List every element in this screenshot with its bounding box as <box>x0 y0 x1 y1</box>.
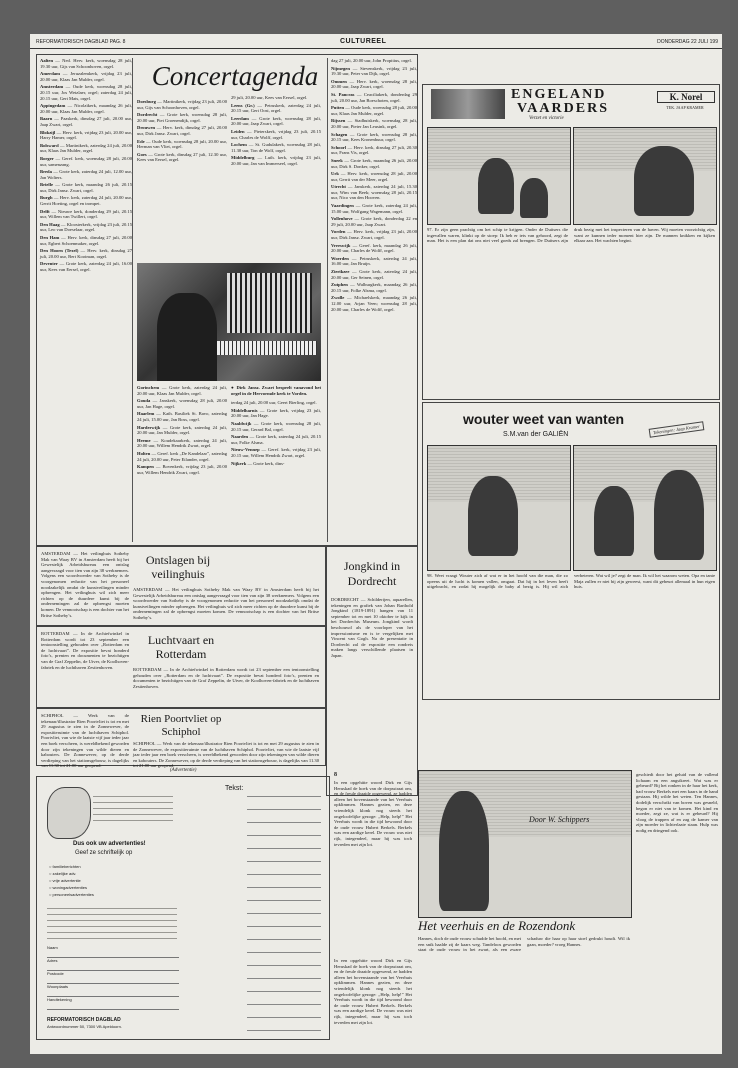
poortvliet-body: SCHIPHOL — Werk van de tekenaar/illustrator Rien Poortvliet is tot en met 29 augustus te zien in de Zonnewever, de expositieruimte van de luchthaven Schiphol. Poortvliet, van wie de laatste vijf jaar ieder jaar een boek verscheen, is wereldbekend geworden door zijn tekeningen van wilde dieren en kabouters. De Zonnewever, op de derde verdieping van het stationsgebouw, is dagelijks van 11.30 tot 21.00 uur geopend. <box>41 713 129 769</box>
concert-entry: Kampen — Bovenkerk, vrijdag 23 juli, 20.00 uur, Willem Hendrik Zwart, orgel. <box>137 464 227 475</box>
comic-panel-97a <box>427 127 571 225</box>
advertentie-option[interactable]: ○ vrije advertentie <box>49 878 81 883</box>
concert-entry: Vollenhove — Grote kerk, donderdag 22 en 29 juli, 20.00 uur, Jaap Zwart. <box>331 216 417 227</box>
concert-entry: Putten — Oude kerk, woensdag 28 juli, 20.00 uur, Klaas Jan Mulder, orgel. <box>331 105 417 116</box>
concert-entry: Schagen — Grote kerk, woensdag 28 juli, 20.15 uur, Kees Kronenbuur, orgel. <box>331 131 417 143</box>
advertentie-footer-1: REFORMATORISCH DAGBLAD <box>47 1017 121 1023</box>
concert-entry: Leens (Gr.) — Petruskerk, zaterdag 24 juli, 20.15 uur, Gert Oost, orgel. <box>231 102 322 114</box>
concert-entry: Goes — Grote kerk, dinsdag 27 juli, 12.30 uur, Kees van Eersel, orgel. <box>137 151 227 163</box>
advertentie-option[interactable]: ○ zakelijke adv. <box>49 871 77 876</box>
concert-entry: Blokzijl — Herv. kerk, vrijdag 23 juli, 20.00 uur, Harry Hamer, orgel. <box>40 129 132 141</box>
concertagenda-col-1 <box>40 58 133 542</box>
luchtvaart-body-echo: ROTTERDAM — In de Archiefwinkel in Rotterdam wordt tot 23 september een tentoonstelling gehouden over „Rotterdam en de luchtvaart”. De expositie bevat honderd foto’s, prenten en documenten te bezichtigen van de Graf Zeppelin, de Uiver, de Koolhoven-fabriek en de luchthaven Zestienhoven. <box>133 667 319 689</box>
concertagenda-col-4 <box>327 58 417 542</box>
concert-entry: Rijssen — Stadhuiskerk, woensdag 28 juli, 20.00 uur, Pieter Jan Leusink, orgel. <box>331 118 417 129</box>
netherlands-map-icon <box>47 787 91 839</box>
concert-entry: Baarn — Paaskerk, dinsdag 27 juli, 20.00 uur, Jaap Zwart, orgel. <box>40 116 132 127</box>
ontslagen-body-cont <box>133 587 319 621</box>
concert-entry: Amerdam — Jeruzalemkerk, vrijdag 23 juli, 20.00 uur, Klaas Jan Mulder, orgel. <box>40 71 132 82</box>
page-header-section: CULTUREEL <box>340 38 387 45</box>
advertentie-fineprint <box>47 905 177 939</box>
jongkind-body: DORDRECHT — Schilderijen, aquarellen, tekeningen en grafiek van Johan Barthold Jongkind (1819-1891) hangen van 11 september tot en met 10 oktober te kijk in het Dordrechts Museum. Jongkind wordt beschouwd als de voorloper van het impressionisme en is te vergelijken met Vincent van Gogh. Na de presentatie in Dordrecht zal de expositie een rondreis maken langs verschillende plaatsen in Japan. <box>331 597 413 658</box>
concert-entry: Brielle — Grote kerk, maandag 26 juli, 20.15 uur, Dirk Jansz. Zwart, orgel. <box>40 182 132 193</box>
concertagenda-col-3 <box>231 95 321 259</box>
veerhuis-col-3: geschiedt door het geluid van de vallend lichaam en een angstkreet. Wat was er gebeurd? Bij het ronken in de haar het kerk, had vrouw Berkels met een kaars in de hand gestaan. Hij wilde het weten. Ten Hannes, dodelijk verschrikt van boven was gesneld, begon er niet van te komen. Het kind en moeder, zegt ze, wat is er gebeurd? Hij vloog de trappen af en zag de kamer van zijn moeder in lichterlaaie staan. Hulp was nodig en dringend ook. <box>636 772 718 833</box>
concert-entry: Zutphen — Walburgkerk, maandag 26 juli, 20.15 uur, Folke Alsma, orgel. <box>331 282 417 293</box>
article-ontslagen <box>36 546 326 626</box>
wouter-author: S.M.van der GALIËN <box>503 431 569 438</box>
page-header <box>30 34 722 49</box>
engeland-banner-art <box>431 89 505 119</box>
engeland-subtitle: Verzet en victorie <box>529 116 564 121</box>
engeland-caption: 97. Er zijn geen prachtig om het schip te krijgen. Onder de Duitsers die ingevallen waren, klinkt op de stoep: Ik heb er iets van gehoord, zegt de man. Het is een plan dat ons niet veel goeds zal brengen. De Duitsers zijn druk bezig met het inspecteren van de haven. Wij moeten voorzichtig zijn, want ze kunnen ieder moment hier zijn. De mannen knikken en kijken elkaar aan. Het wachten begint. <box>427 227 715 244</box>
concert-entry: Drouwen — Herv. kerk, dinsdag 27 juli, 20.00 uur, Dirk Jansz. Zwart, orgel. <box>137 125 227 136</box>
comic-panel-98a <box>427 445 571 571</box>
veerhuis-number: 8 <box>334 772 337 778</box>
ontslagen-body: AMSTERDAM — Het veilinghuis Sotheby Mak van Waay BV in Amsterdam heeft bij het Gewestelijk Arbeidsbureau een ontslag aangevraagd voor tien van zijn 38 werknemers. Volgens een woordvoerder van Sotheby is de voorgenomen reductie van het personeel noodzakelijk omdat de kunstveilingen minder opbrengen. Het veilinghuis wil zich meer richten op de duurdere kunst bij de ondernemingen zal de opbrengst moeten komen. De vennootschap is een dochter van het Britse Sotheby’s. <box>41 551 129 618</box>
advertentie-options <box>49 863 177 898</box>
wouter-title: wouter weet van wanten <box>463 411 625 427</box>
concert-entry: terdag 24 juli, 20.00 uur, Geert Bierling, orgel. <box>231 400 317 406</box>
concert-entry: Dordrecht — Grote kerk, woensdag 28 juli, 20.00 uur, Piet Groenendijk, orgel. <box>137 112 227 123</box>
concert-entry: Schoorl — Herv. kerk, dinsdag 27 juli, 20.30 uur, Frans Vis, orgel. <box>331 144 417 156</box>
concertagenda-col-3b <box>231 385 321 542</box>
concertagenda-col-2b <box>137 385 227 542</box>
wouter-caption: 98. Weet vraagt Wouter zich af wat er in het hoofd van die man, die zo opeens uit de lucht is komen vallen, omgaat. Dat hij in het leven heeft uitgebracht, en zodat hij mogelijk de baby al bezig is. Hij wil zich verbeteren. Wat wil je? zegt de man. Ik wil het waarom weten. Opa en tante Maja zullen er niet bij zijn geweest, want dit gebeurt allemaal in hun eigen huis. <box>427 573 715 590</box>
concert-entry: Nieuw-Vennep — Geref. kerk, vrijdag 23 juli, 20.15 uur, Willem Hendrik Zwart, orgel. <box>231 447 321 458</box>
engeland-banner <box>425 87 715 123</box>
concertagenda-title: Concertagenda <box>151 61 319 91</box>
concert-entry: Gouda — Janskerk, woensdag 28 juli, 20.00 uur, Jan Hage, orgel. <box>137 398 227 409</box>
concert-entry: Aalten — Ned. Herv. kerk, woensdag 28 juli, 19.30 uur, Gijs van Schoonhoven, orgel. <box>40 58 132 69</box>
concert-entry: Sneek — Grote kerk, maandag 26 juli, 20.00 uur, Dirk S. Donker, orgel. <box>331 157 417 169</box>
concert-entry: Vorden — Herv. kerk, vrijdag 23 juli, 20.00 uur, Dirk Jansz. Zwart, orgel. <box>331 229 417 241</box>
concert-entry: Appingedam — Nicolaïkerk, maandag 26 juli, 20.00 uur, Klaas Jan Mulder, orgel. <box>40 103 132 114</box>
advertentie-form <box>43 783 183 1033</box>
article-luchtvaart <box>36 626 326 708</box>
advertentie-option[interactable]: ○ personeelsadvertenties <box>49 892 94 897</box>
engeland-author: K. Norel <box>657 91 715 103</box>
advertentie-field[interactable]: Woonplaats <box>47 984 179 997</box>
organist-figure <box>157 293 217 381</box>
concert-entry: Lochem — St. Gudulakerk, woensdag 28 juli, 11.30 uur, Ton de Wolf, orgel. <box>231 142 321 153</box>
concert-entry: Zierikzee — Grote kerk, zaterdag 24 juli, 20.00 uur, Ger Seinen, orgel. <box>331 269 417 280</box>
concert-entry: Naaldwijk — Grote kerk, woensdag 28 juli, 20.15 uur, Gerard Bal, orgel. <box>231 420 321 432</box>
concert-entry: Nijkerk — Grote kerk, dins- <box>231 460 285 466</box>
veerhuis-col-1: In een opgehitte woord Dirk en Gijs Heruskad de hoek van de dorpsstraat om, en de freule draaide opgewend, ze hadden alleen het bovenstaande van het Veerhuis opklimmen. Hannes gezien, en deze vriendelijk klonk nog steeds het ongeloofelijke gezoge: „Help, help!” Het Veerhuis wordt in die tijd bewoond door de oude vrouw Hubert Berkels. Berkels was een aardige kerel. De vrouw was niet rijk, integendeel, maar hij was toch tevreden met zijn lot. <box>334 780 412 847</box>
newspaper-page <box>30 34 722 1054</box>
concert-entry: Vaardingen — Grote kerk, zaterdag 24 juli, 15.00 uur, Wolfgang Wagemann, orgel. <box>331 203 417 214</box>
organ-keyboard <box>217 341 317 355</box>
page-header-date: DONDERDAG 22 JULI 199 <box>657 39 718 45</box>
comic-engelandvaarders <box>422 84 720 400</box>
ontslagen-title: Ontslagen bij veilinghuis <box>145 553 211 581</box>
concert-entry: Urk — Herv. kerk, woensdag 28 juli, 20.00 uur, Gerrit van der Meer, orgel. <box>331 171 417 182</box>
concert-entry: Doesburg — Martinikerk, vrijdag 23 juli, 20.00 uur, Gijs van Schoonhoven, orgel. <box>137 99 227 110</box>
advertentie-field[interactable]: Adres <box>47 958 179 971</box>
comic-panel-97b <box>573 127 717 225</box>
concert-entry: Woerden — Petruskerk, zaterdag 24 juli, 16.00 uur, Jan Bruijn. <box>331 255 417 267</box>
concert-entry: Amsterdam — Oude kerk, woensdag 28 juli, 20.15 uur, Jos Wetzlaer, orgel; zaterdag 24 juli, 20.15 uur, Gert Mats, orgel. <box>40 84 132 101</box>
concert-entry: Middelharnis — Grote kerk, vrijdag 23 juli, 20.00 uur, Jan Hage. <box>231 407 321 419</box>
advertentie-label: (Advertentie) <box>170 768 197 773</box>
luchtvaart-body: ROTTERDAM — In de Archiefwinkel in Rotterdam wordt tot 23 september een tentoonstelling gehouden over „Rotterdam en de luchtvaart”. De expositie bevat honderd foto’s, prenten en documenten te bezichtigen van de Graf Zeppelin, de Uiver, de Koolhoven-fabriek en de luchthaven Zestienhoven. <box>41 631 129 670</box>
comic-panel-98b <box>573 445 717 571</box>
concert-entry: Naarden — Grote kerk, zaterdag 24 juli, 20.15 uur, Folke Alsma. <box>231 434 321 445</box>
veerhuis-col-2: Hannes, doch de oude vrouw schudde het hoofd, en met een snik haalde zij de kaars weg. Tandeloos geworden staat de oude vrouw in het zwart, als een zware schaduw die haar op haar stoel gedrukt houdt. Wil ik gaan, moeder? vroeg Hannes. <box>418 936 630 953</box>
concert-entry: Gorinchem — Grote kerk, zaterdag 24 juli, 20.00 uur, Klaas Jan Mulder, orgel. <box>137 385 227 396</box>
concert-entry: Delft — Nieuwe kerk, donderdag 29 juli, 20.15 uur, Willem van Twillert, orgel. <box>40 208 132 220</box>
concert-entry: Utrecht — Janskerk, zaterdag 24 juli, 15.30 uur, Wim van Beek; woensdag 28 juli, 20.15 uur, Nico van den Hooven. <box>331 184 417 201</box>
luchtvaart-title: Luchtvaart en Rotterdam <box>147 633 215 661</box>
photo-caption: ● Dirk Jansz. Zwart bespeelt vanavond het orgel in de Hervormde kerk te Vorden. <box>231 385 321 396</box>
advertentie-fields <box>47 945 179 1010</box>
concert-entry: Bolsward — Martinikerk, zaterdag 24 juli, 20.00 uur, Klaas Jan Mulder, orgel. <box>40 142 132 154</box>
poortvliet-title: Rien Poortvliet op Schiphol <box>140 713 222 738</box>
organist-photo <box>137 263 321 381</box>
organ-pipes <box>227 273 312 333</box>
veerhuis-col-1-echo: In een opgehitte woord Dirk en Gijs Heruskad de hoek van de dorpsstraat om, en de freule draaide opgewend, ze hadden alleen het bovenstaande van het Veerhuis opklimmen. Hannes gezien, en deze vriendelijk klonk nog steeds het ongeloofelijke gezoge: „Help, help!” Het Veerhuis wordt in die tijd bewoond door de oude vrouw Hubert Berkels. Berkels was een aardige kerel. De vrouw was niet rijk, integendeel, maar hij was toch tevreden met zijn lot. <box>334 958 412 1025</box>
concert-entry: dag 27 juli, 20.00 uur, John Propitius, orgel. <box>331 58 412 63</box>
concertagenda-box <box>36 54 418 546</box>
advertentie-intro-text <box>93 793 173 821</box>
engeland-title-2: VAARDERS <box>517 101 609 116</box>
veerhuis-illustration <box>418 770 632 918</box>
page-header-left: REFORMATORISCH DAGBLAD PAG. 8 <box>36 39 126 45</box>
concert-entry: Borger — Geref. kerk, woensdag 28 juli, 20.00 uur, samenzang. <box>40 155 132 167</box>
advertentie-tekst-area[interactable] <box>247 785 321 1031</box>
veerhuis-title: Het veerhuis en de Rozendonk <box>418 918 576 933</box>
concert-entry: Breda — Grote kerk, zaterdag 24 juli, 12.00 uur, Jan Wolters. <box>40 169 132 180</box>
concert-entry: Harderwijk — Grote kerk, zaterdag 24 juli, 20.00 uur, Jan Mulder, orgel. <box>137 424 227 436</box>
concert-entry: Middelburg — Luth. kerk, vrijdag 23 juli, 20.00 uur, Jan van Immerseel, orgel. <box>231 155 321 166</box>
veerhuis-col-1b <box>334 958 412 1046</box>
advertentie-field[interactable]: Handtekening <box>47 997 179 1010</box>
ontslagen-body-echo: AMSTERDAM — Het veilinghuis Sotheby Mak van Waay BV in Amsterdam heeft bij het Gewestelijk Arbeidsbureau een ontslag aangevraagd voor tien van zijn 38 werknemers. Volgens een woordvoerder van Sotheby is de voorgenomen reductie van het personeel noodzakelijk omdat de kunstveilingen minder opbrengen. Het veilinghuis wil zich meer richten op de duurdere kunst bij de ondernemingen zal de opbrengst moeten komen. De vennootschap is een dochter van het Britse Sotheby’s. <box>133 587 319 620</box>
veerhuis-author: Door W. Schippers <box>529 815 590 824</box>
concert-entry: Zwolle — Michaelskerk, maandag 26 juli, 12.00 uur, Arjan Veen; woensdag 28 juli, 20.00 uur, Charles de Wolff, orgel. <box>331 295 417 312</box>
concert-entry: Den Haag — Kloosterkerk, vrijdag 23 juli, 20.15 uur, Leo van Doeselaar, orgel. <box>40 221 132 233</box>
luchtvaart-body-cont <box>133 667 319 703</box>
concert-entry: Leerdam — Grote kerk, woensdag 28 juli, 20.00 uur, Jaap Zwart, orgel. <box>231 115 321 127</box>
concert-entry: Den Ham — Herv. kerk, dinsdag 27 juli, 20.00 uur, Egbert Schoenmaker, orgel. <box>40 235 132 246</box>
concert-entry: Holten — Geref. kerk „De Kandelaar”, zaterdag 24 juli, 20.00 uur, Peter Eilander, orgel. <box>137 450 227 462</box>
concert-entry: Leiden — Pieterskerk, vrijdag 23 juli, 20.15 uur, Charles de Wolff, orgel. <box>231 128 321 140</box>
engeland-artist: TEK. JAAP KRAMER <box>666 105 704 110</box>
poortvliet-body-echo: SCHIPHOL — Werk van de tekenaar/illustrator Rien Poortvliet is tot en met 29 augustus te zien in de Zonnewever, de expositieruimte van de luchthaven Schiphol. Poortvliet, van wie de laatste vijf jaar ieder jaar een boek verscheen, is wereldbekend geworden door zijn tekeningen van wilde dieren en kabouters. De Zonnewever, op de derde verdieping van het stationsgebouw, is dagelijks van 11.30 tot 21.00 uur geopend. <box>133 741 319 769</box>
advertentie-tekst-label: Tekst: <box>225 785 244 792</box>
advertentie-field[interactable]: Postcode <box>47 971 179 984</box>
concert-entry: Haarlem — Kath. Basiliek St. Bavo, zaterdag 24 juli, 15.00 uur, Jan Boss, orgel. <box>137 411 227 422</box>
concert-entry: Den Hoorn (Texel) — Herv. kerk, dinsdag 27 juli, 20.00 uur, Bert Kooiman, orgel. <box>40 248 132 259</box>
jongkind-title: Jongkind in Dordrecht <box>343 559 401 588</box>
advertentie-slogan-2: Geef ze schriftelijk op <box>75 850 133 856</box>
wouter-artist: Tekeningen: Jaap Kramer <box>649 421 705 438</box>
article-jongkind <box>326 546 418 796</box>
concert-entry: Nijmegen — Stevenskerk, vrijdag 23 juli, 19.30 uur, Peter van Dijk, orgel. <box>331 65 417 77</box>
concert-entry: Deventer — Grote kerk, zaterdag 24 juli, 16.00 uur, Kees van Eersel, orgel. <box>40 261 132 272</box>
advertentie-option[interactable]: ○ woningadvertenties <box>49 885 87 890</box>
concert-entry: Ommen — Herv. kerk, woensdag 28 juli, 20.00 uur, Jaap Zwart, orgel. <box>331 78 417 90</box>
advertentie-box <box>36 776 330 1040</box>
concert-entry: St. Pancras — Ceaciliakerk, donderdag 29 juli, 20.00 uur, Jan Boeschoten, orgel. <box>331 91 418 103</box>
concertagenda-col-2 <box>137 99 227 259</box>
advertentie-footer-2: Antwoordnummer 50, 7300 VB Apeldoorn. <box>47 1024 122 1029</box>
concert-entry: Burgh — Herv. kerk, zaterdag 24 juli, 20.00 uur, Gerrit Hoeting, orgel en trompet. <box>40 195 132 207</box>
advertentie-option[interactable]: ○ familieberichten <box>49 864 81 869</box>
advertentie-field[interactable]: Naam <box>47 945 179 958</box>
article-poortvliet <box>36 708 326 769</box>
concert-entry: Ede — Oude kerk, woensdag 28 juli, 20.00 uur, Herman van Vliet, orgel. <box>137 138 227 150</box>
concert-entry: Heeme — Koudekaarkerk, zaterdag 24 juli, 20.00 uur, Willem Hendrik Zwart, orgel. <box>137 437 227 449</box>
concert-entry: Vreeswijk — Geref. kerk, maandag 26 juli, 20.00 uur, Charles de Wolff, orgel. <box>331 242 417 254</box>
poortvliet-body-cont <box>133 741 319 769</box>
comic-wouter <box>422 402 720 700</box>
engeland-title-1: ENGELAND <box>511 87 607 102</box>
advertentie-slogan-1: Dus ook uw advertenties! <box>73 841 146 847</box>
concert-entry: 29 juli, 20.00 uur, Kees van Eersel, orgel. <box>231 95 308 100</box>
